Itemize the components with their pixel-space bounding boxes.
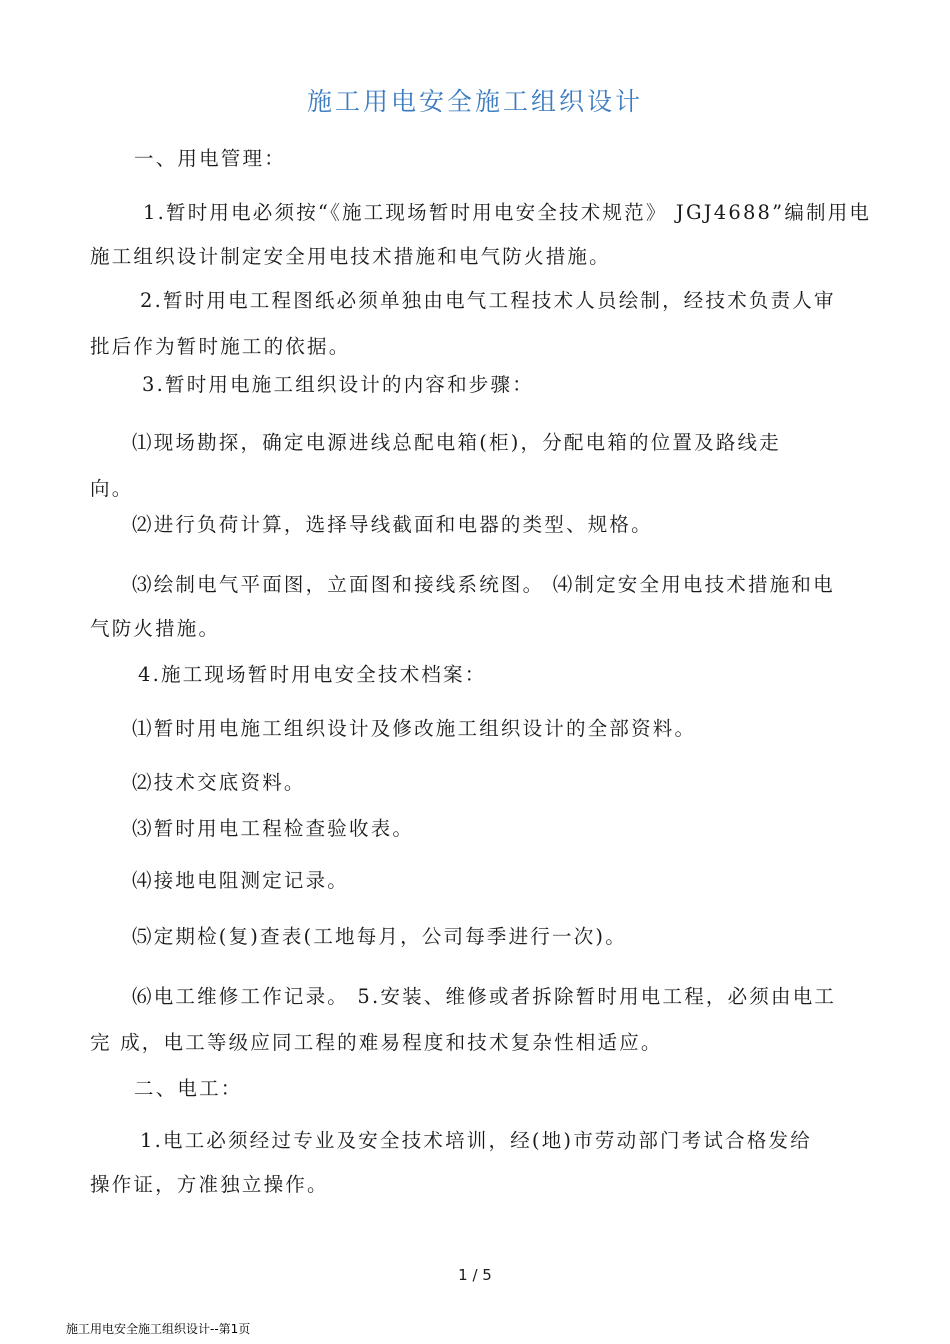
list-item: ⑹电工维修工作记录。 5.安装、维修或者拆除暂时用电工程，必须由电工 <box>132 985 837 1008</box>
paragraph-line: 1.电工必须经过专业及安全技术培训，经(地)市劳动部门考试合格发给 <box>140 1129 812 1152</box>
list-item: ⑴现场勘探，确定电源进线总配电箱(柜)，分配电箱的位置及路线走 <box>132 431 781 454</box>
list-item: ⑶暂时用电工程检查验收表。 <box>132 817 415 840</box>
page-footer: 施工用电安全施工组织设计--第1页 <box>66 1322 251 1336</box>
list-item: ⑸定期检(复)查表(工地每月，公司每季进行一次)。 <box>132 925 627 948</box>
list-item: ⑵技术交底资料。 <box>132 771 306 794</box>
list-item: 向。 <box>90 477 134 500</box>
page-number: 1 / 5 <box>458 1266 492 1284</box>
paragraph-line: 1.暂时用电必须按“《施工现场暂时用电安全技术规范》 JGJ4688”编制用电 <box>143 201 872 224</box>
list-item: ⑴暂时用电施工组织设计及修改施工组织设计的全部资料。 <box>132 717 697 740</box>
list-item: ⑵进行负荷计算，选择导线截面和电器的类型、规格。 <box>132 513 653 536</box>
paragraph-line: 操作证，方准独立操作。 <box>90 1173 329 1196</box>
paragraph-line: 施工组织设计制定安全用电技术措施和电气防火措施。 <box>90 245 611 268</box>
section-heading-power-management: 一、用电管理： <box>134 147 286 170</box>
list-item: 气防火措施。 <box>90 617 221 640</box>
paragraph-line: 4.施工现场暂时用电安全技术档案： <box>138 663 487 686</box>
section-heading-electrician: 二、电工： <box>134 1077 243 1100</box>
list-item: ⑷接地电阻测定记录。 <box>132 869 350 892</box>
paragraph-line: 3.暂时用电施工组织设计的内容和步骤： <box>142 373 534 396</box>
paragraph-line: 批后作为暂时施工的依据。 <box>90 335 351 358</box>
list-item: ⑶绘制电气平面图，立面图和接线系统图。 ⑷制定安全用电技术措施和电 <box>132 573 835 596</box>
document-title: 施工用电安全施工组织设计 <box>306 87 643 116</box>
paragraph-line: 完 成，电工等级应同工程的难易程度和技术复杂性相适应。 <box>90 1031 663 1054</box>
paragraph-line: 2.暂时用电工程图纸必须单独由电气工程技术人员绘制，经技术负责人审 <box>140 289 836 312</box>
